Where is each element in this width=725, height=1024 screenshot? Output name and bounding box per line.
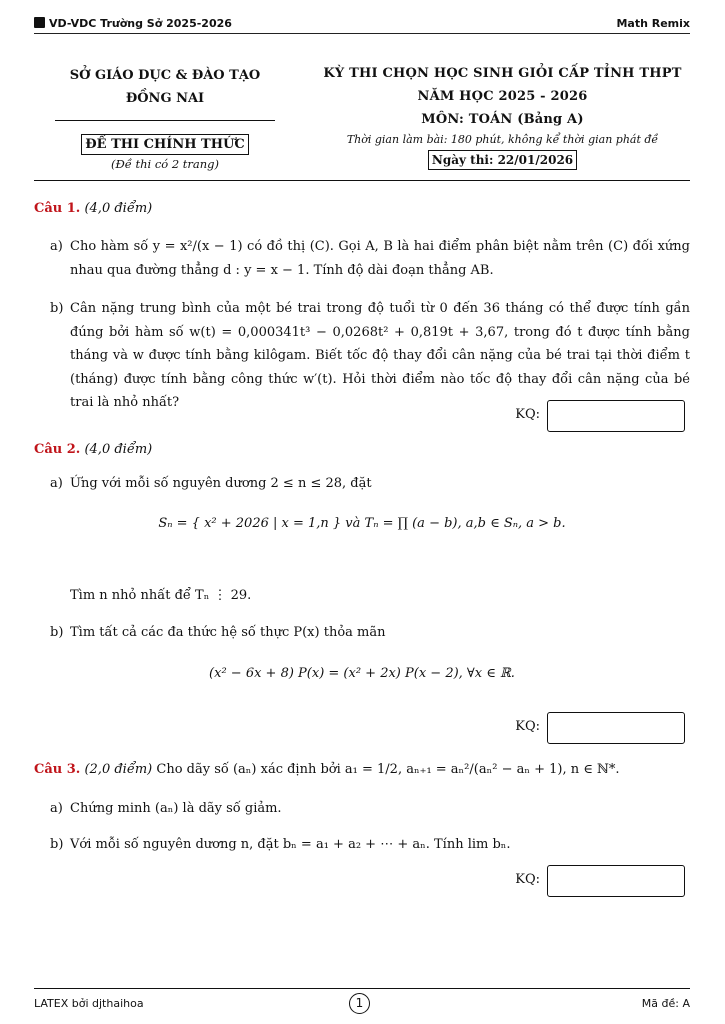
exam-date: Ngày thi: 22/01/2026 [428, 150, 577, 170]
question-1b [50, 297, 690, 415]
footer-exam-code: Mã đề: A [641, 997, 690, 1010]
exam-header [300, 62, 705, 170]
item-label: a) [50, 801, 63, 816]
item-label: b) [50, 301, 64, 316]
header-divider [34, 180, 690, 181]
question-3-intro: Cho dãy số (aₙ) xác định bởi a₁ = 1/2, aₙ₊₁ = aₙ²/(aₙ² − aₙ + 1), n ∈ ℕ*. [156, 762, 620, 777]
question-3b [50, 833, 690, 857]
item-label: a) [50, 239, 63, 254]
top-header-left-text: VD-VDC Trường Sở 2025-2026 [49, 17, 232, 30]
question-label: Câu 3. [34, 762, 81, 777]
question-2b-formula: (x² − 6x + 8) P(x) = (x² + 2x) P(x − 2), ∀x ∈ ℝ. [209, 666, 515, 681]
question-points: (4,0 điểm) [84, 201, 153, 216]
top-header-bar [34, 17, 690, 34]
department-header [34, 64, 296, 171]
question-2a-part2 [50, 584, 690, 608]
item-text: Tìm n nhỏ nhất để Tₙ ⋮ 29. [70, 588, 252, 603]
question-label: Câu 1. [34, 201, 81, 216]
exam-subject: MÔN: TOÁN (Bảng A) [421, 112, 584, 127]
question-1a [50, 235, 690, 282]
book-icon [34, 17, 45, 28]
answer-label: KQ: [515, 719, 540, 734]
question-points: (2,0 điểm) [84, 762, 153, 777]
exam-duration: Thời gian làm bài: 180 phút, không kể thời gian phát đề [346, 133, 659, 146]
official-exam-badge: ĐỀ THI CHÍNH THỨC [81, 134, 248, 155]
answer-box-2 [495, 712, 685, 742]
item-label: a) [50, 476, 63, 491]
department-rule [55, 120, 275, 121]
question-2b [50, 621, 690, 645]
top-header-left [34, 17, 232, 30]
top-header-right: Math Remix [616, 17, 690, 30]
answer-input-box[interactable] [547, 865, 685, 897]
question-1-heading [34, 197, 690, 221]
footer-credit: LATEX bởi djthaihoa [34, 997, 144, 1010]
exam-title-line2: NĂM HỌC 2025 - 2026 [417, 89, 588, 104]
question-points: (4,0 điểm) [84, 442, 153, 457]
item-label: b) [50, 837, 64, 852]
footer-divider [34, 988, 690, 989]
question-label: Câu 2. [34, 442, 81, 457]
page-number: 1 [349, 993, 370, 1014]
answer-box-1 [495, 400, 685, 430]
answer-box-3 [495, 865, 685, 895]
question-2a [50, 472, 690, 496]
page-count-note: (Đề thi có 2 trang) [110, 157, 220, 171]
question-2a-formula: Sₙ = { x² + 2026 | x = 1,n } và Tₙ = ∏ (a − b), a,b ∈ Sₙ, a > b. [158, 516, 566, 531]
exam-title-line1: KỲ THI CHỌN HỌC SINH GIỎI CẤP TỈNH THPT [323, 66, 682, 81]
item-text: Với mỗi số nguyên dương n, đặt bₙ = a₁ + a₂ + ⋯ + aₙ. Tính lim bₙ. [70, 837, 511, 852]
answer-label: KQ: [515, 872, 540, 887]
department-line1: SỞ GIÁO DỤC & ĐÀO TẠO [69, 68, 261, 83]
item-text: Ứng với mỗi số nguyên dương 2 ≤ n ≤ 28, đặt [70, 476, 372, 491]
item-text: Cho hàm số y = x²/(x − 1) có đồ thị (C). Gọi A, B là hai điểm phân biệt nằm trên (C) đối xứng nhau qua đường thẳng d : y = x − 1. Tính độ dài đoạn thẳng AB. [70, 239, 690, 278]
item-text: Cân nặng trung bình của một bé trai trong độ tuổi từ 0 đến 36 tháng có thể được tính gần đúng bởi hàm số w(t) = 0,000341t³ − 0,0268t² + 0,819t + 3,67, trong đó t được tính bằng tháng và w được tính bằng kilôgam. Biết tốc độ thay đổi cân nặng của bé trai tại thời điểm t (tháng) được tính bằng công thức w′(t). Hỏi thời điểm nào tốc độ thay đổi cân nặng của bé trai là nhỏ nhất? [70, 301, 690, 410]
item-text: Chứng minh (aₙ) là dãy số giảm. [70, 801, 282, 816]
answer-input-box[interactable] [547, 400, 685, 432]
answer-input-box[interactable] [547, 712, 685, 744]
department-line2: ĐỒNG NAI [125, 91, 205, 106]
item-text: Tìm tất cả các đa thức hệ số thực P(x) thỏa mãn [70, 625, 386, 640]
question-3a [50, 797, 690, 821]
item-label: b) [50, 625, 64, 640]
question-3-heading [34, 758, 690, 782]
question-2-heading [34, 438, 690, 462]
answer-label: KQ: [515, 407, 540, 422]
